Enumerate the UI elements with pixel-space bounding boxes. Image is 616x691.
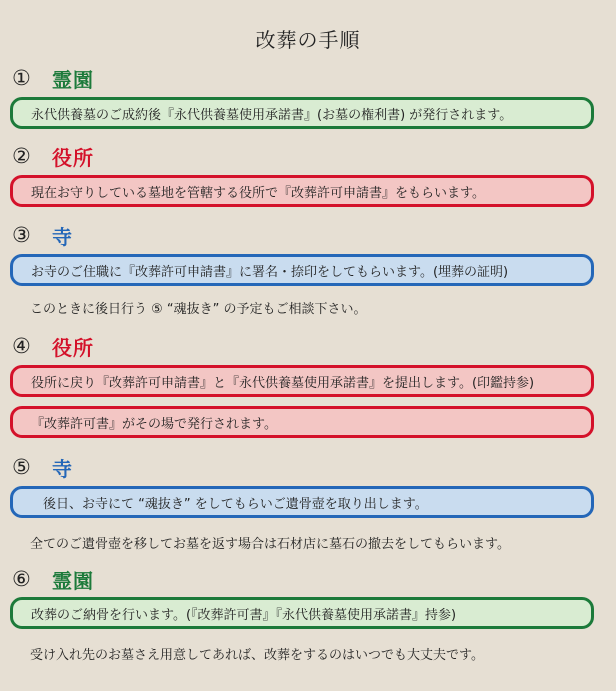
step-place: 寺 (52, 456, 73, 481)
step-5-note: 全てのご遺骨壺を移してお墓を返す場合は石材店に墓石の撤去をしてもらいます。 (30, 537, 510, 552)
step-1-heading (12, 65, 94, 91)
step-place: 霊園 (52, 67, 94, 92)
step-place: 寺 (52, 224, 73, 249)
step-6-heading (12, 566, 94, 592)
step-number: ② (12, 144, 31, 168)
step-2-box: 現在お守りしている墓地を管轄する役所で『改葬許可申請書』をもらいます。 (10, 175, 594, 207)
step-3-box: お寺のご住職に『改葬許可申請書』に署名・捺印をしてもらいます。(埋葬の証明) (10, 254, 594, 286)
page-title: 改葬の手順 (255, 28, 361, 52)
step-number: ⑥ (12, 567, 31, 591)
step-number: ③ (12, 223, 31, 247)
step-5-box: 後日、お寺にて “魂抜き” をしてもらいご遺骨壺を取り出します。 (10, 486, 594, 518)
step-number: ① (12, 66, 31, 90)
step-4-box-2: 『改葬許可書』がその場で発行されます。 (10, 406, 594, 438)
step-3-note: このときに後日行う ⑤ “魂抜き” の予定もご相談下さい。 (30, 302, 367, 317)
step-number: ④ (12, 334, 31, 358)
step-place: 役所 (52, 145, 94, 170)
step-place: 役所 (52, 335, 94, 360)
step-number: ⑤ (12, 455, 31, 479)
step-4-heading (12, 333, 94, 359)
step-6-box: 改葬のご納骨を行います。(『改葬許可書』『永代供養墓使用承諾書』持参) (10, 597, 594, 629)
step-1-box: 永代供養墓のご成約後『永代供養墓使用承諾書』(お墓の権利書) が発行されます。 (10, 97, 594, 129)
step-6-note: 受け入れ先のお墓さえ用意してあれば、改葬をするのはいつでも大丈夫です。 (30, 648, 484, 663)
step-place: 霊園 (52, 568, 94, 593)
step-5-heading (12, 454, 73, 480)
step-4-box-1: 役所に戻り『改葬許可申請書』と『永代供養墓使用承諾書』を提出します。(印鑑持参) (10, 365, 594, 397)
step-2-heading (12, 143, 94, 169)
step-3-heading (12, 222, 73, 248)
